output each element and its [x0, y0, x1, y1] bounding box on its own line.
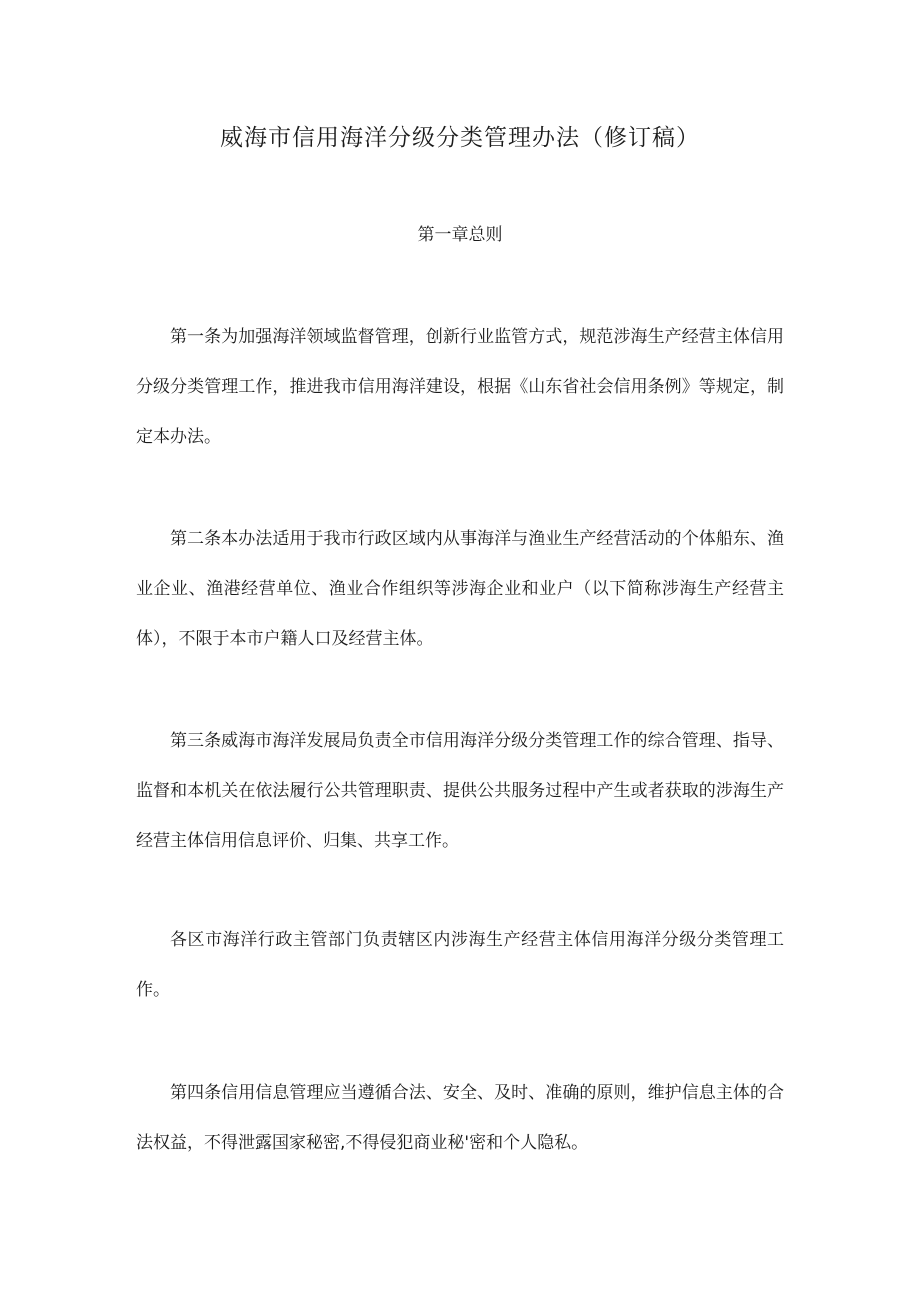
article-3-continuation-paragraph: 各区市海洋行政主管部门负责辖区内涉海生产经营主体信用海洋分级分类管理工作。	[136, 930, 784, 1000]
article-1-paragraph: 第一条为加强海洋领域监督管理，创新行业监管方式，规范涉海生产经营主体信用分级分类管理工作，推进我市信用海洋建设，根据《山东省社会信用条例》等规定，制定本办法。	[136, 327, 784, 447]
article-3-paragraph: 第三条威海市海洋发展局负责全市信用海洋分级分类管理工作的综合管理、指导、监督和本机关在依法履行公共管理职责、提供公共服务过程中产生或者获取的涉海生产经营主体信用信息评价、归集、共享工作。	[136, 731, 784, 851]
document-title: 威海市信用海洋分级分类管理办法（修订稿）	[220, 125, 700, 151]
chapter-heading: 第一章总则	[417, 225, 503, 245]
article-2-paragraph: 第二条本办法适用于我市行政区域内从事海洋与渔业生产经营活动的个体船东、渔业企业、渔港经营单位、渔业合作组织等涉海企业和业户（以下简称涉海生产经营主体），不限于本市户籍人口及经营主体。	[136, 529, 784, 649]
article-4-paragraph: 第四条信用信息管理应当遵循合法、安全、及时、准确的原则，维护信息主体的合法权益，不得泄露国家秘密,不得侵犯商业秘'密和个人隐私。	[136, 1083, 784, 1153]
